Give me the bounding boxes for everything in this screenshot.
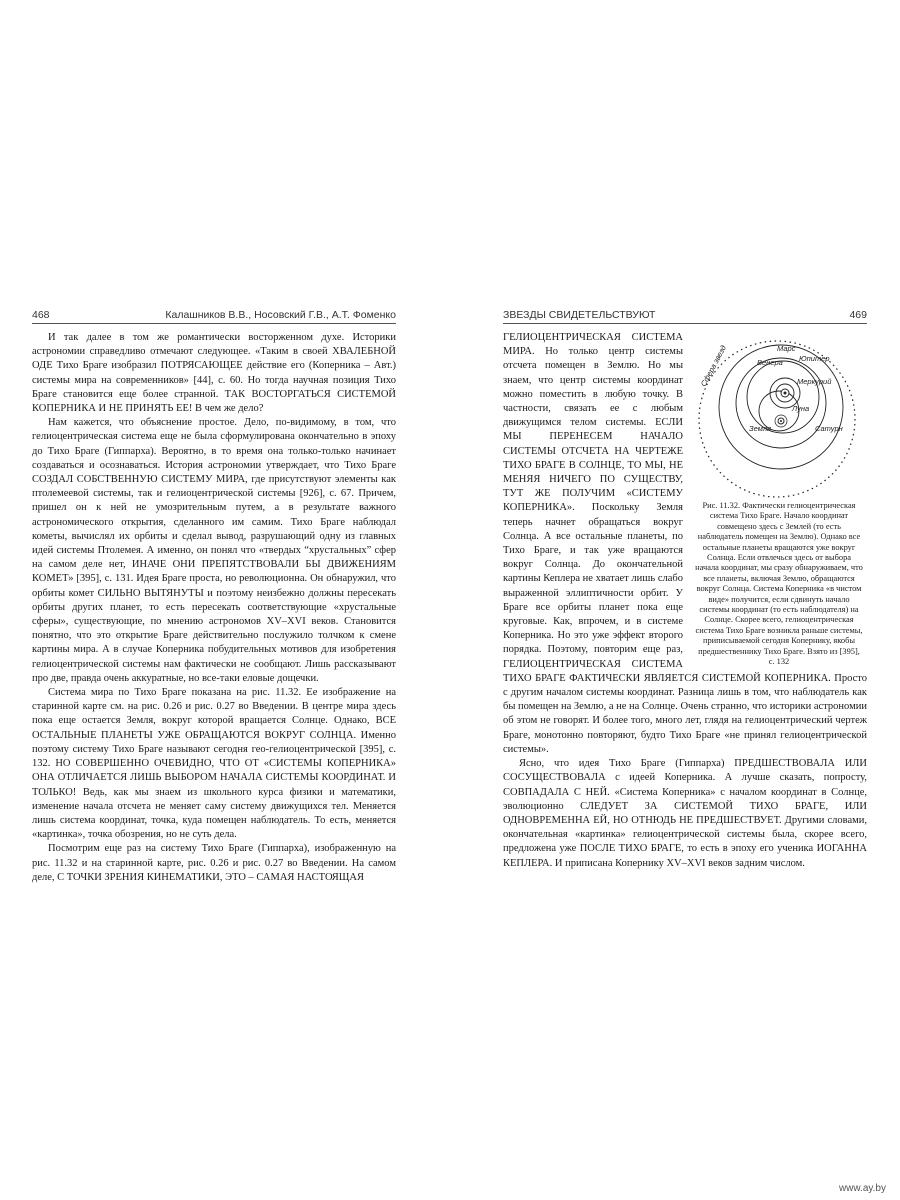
watermark: www.ay.by	[838, 1183, 886, 1194]
left-body-text	[32, 331, 396, 885]
left-paragraph-1: И так далее в том же романтически восторженном духе. Историки астрономии справедливо отмечают следующее. «Таким в своей ХВАЛЕБНОЙ ОДЕ Тихо Браге изобразил ПОТРЯСАЮЩЕЕ действие его (Коперника – Авт.) системы мира на современников» [44], с. 60. Но тогда научная позиция Тихо Браге становится еще более странной. ТАК ВОСТОРГАТЬСЯ СИСТЕМОЙ КОПЕРНИКА И НЕ ПРИНЯТЬ ЕЕ! В чем же дело?	[32, 332, 396, 415]
right-body-text	[503, 331, 867, 871]
jupiter-orbit	[736, 358, 826, 448]
mars-label: Марс	[777, 344, 796, 353]
jupiter-label: Юпитер	[799, 354, 830, 363]
earth-center-dot	[780, 420, 782, 422]
earth-label: Земля	[749, 424, 772, 433]
right-page-header	[503, 308, 867, 324]
left-page-header	[32, 308, 396, 324]
left-paragraph-3: Система мира по Тихо Браге показана на рис. 11.32. Ее изображение на старинной карте см. на рис. 0.26 и рис. 0.27 во Введении. В центре мира здесь пока еще остается Земля, вокруг которой вращается Солнце. Однако, ВСЕ ОСТАЛЬНЫЕ ПЛАНЕТЫ УЖЕ ОБРАЩАЮТСЯ ВОКРУГ СОЛНЦА. Именно поэтому систему Тихо Браге называют сегодня гео-гелиоцентрической [395], с. 132. НО СОВЕРШЕННО ОЧЕВИДНО, ЧТО ОТ «СИСТЕМЫ КОПЕРНИКА» ОНА ОТЛИЧАЕТСЯ ЛИШЬ ВЫБОРОМ НАЧАЛА СИСТЕМЫ КООРДИНАТ. И ТОЛЬКО! Ведь, как мы знаем из школьного курса физики и математики, изменение начала отсчета не меняет саму систему движущихся тел. Меняется лишь система координат, точка, куда помещен наблюдатель. То есть, меняется «картинка», точка обозрения, но не суть дела.	[32, 687, 396, 841]
stars-sphere-label: Сфера звезд	[698, 343, 729, 388]
sun-center-dot	[784, 392, 787, 395]
left-paragraph-4: Посмотрим еще раз на систему Тихо Браге (Гиппарха), изображенную на рис. 11.32 и на старинной карте, рис. 0.26 и рис. 0.27 во Введении. На самом деле, С ТОЧКИ ЗРЕНИЯ КИНЕМАТИКИ, ЭТО – САМАЯ НАСТОЯЩАЯ	[32, 843, 396, 883]
right-paragraph-1: ГЕЛИОЦЕНТРИЧЕСКАЯ СИСТЕМА МИРА. Но только центр системы отсчета помещен в Землю. Но мы знаем, что центр системы координат можно поместить в любую точку. В частности, связать ее с любым движущимся телом системы. ЕСЛИ МЫ ПЕРЕНЕСЕМ НАЧАЛО СИСТЕМЫ ОТСЧЕТА НА ЧЕРТЕЖЕ ТИХО БРАГЕ В СОЛНЦЕ, ТО МЫ, НЕ МЕНЯЯ НИЧЕГО ПО СУЩЕСТВУ, ТУТ ЖЕ ПОЛУЧИМ «СИСТЕМУ КОПЕРНИКА». Поскольку Земля теперь начнет обращаться вокруг Солнца. А все остальные планеты, по Тихо Браге, и так уже вращаются вокруг Солнца. До окончательной картины Кеплера не хватает лишь слабо выраженной эллиптичности орбит. У Браге все орбиты планет пока еще круговые. Как, впрочем, и в системе Коперника. Но это уже эффект второго порядка. Поэтому, повторим еще раз, ГЕЛИОЦЕНТРИЧЕСКАЯ СИСТЕМА ТИХО БРАГЕ ФАКТИЧЕСКИ ЯВЛЯЕТСЯ СИСТЕМОЙ КОПЕРНИКА. Просто с другим началом системы координат. Разница лишь в том, что наблюдатель как бы помещен на Землю, а не на Солнце. Очень странно, что историки астрономии об этом не говорят. И более того, много лет, глядя на гелиоцентрический чертеж Браге, монотонно повторяют, будто Тихо Браге «не принял гелиоцентрической системы».	[503, 332, 867, 755]
tycho-brahe-system-figure	[691, 331, 867, 668]
figure-caption: Рис. 11.32. Фактически гелиоцентрическая система Тихо Браге. Начало координат совмещено здесь с Землей (то есть наблюдатель помещен на Землю). Однако все остальные планеты вращаются уже вокруг Солнца. Если отвлечься здесь от выбора начала координат, мы сразу обнаруживаем, что все планеты, включая Землю, обращаются вокруг Солнца. Система Коперника «в чистом виде» получится, если сдвинуть начало системы координат (то есть наблюдателя) на Солнце. Скорее всего, гелиоцентрическая система Тихо Браге возникла раньше системы, приписываемой сегодня Копернику, якобы предшественнику Тихо Браге. Взято из [395], с. 132	[695, 501, 863, 667]
venus-label: Венера	[757, 358, 783, 367]
moon-label: Луна	[792, 404, 810, 413]
left-paragraph-2: Нам кажется, что объяснение простое. Дело, по-видимому, в том, что гелиоцентрическая система еще не была сформулирована окончательно в эпоху до Тихо Браге (Гиппарха). Вероятно, в то время она только-только начинает создаваться и осознаваться. История астрономии утверждает, что Тихо Браге СОЗДАЛ СОБСТВЕННУЮ СИСТЕМУ МИРА, где присутствуют элементы как птолемеевой системы, так и гелиоцентрической системы [926], с. 67. Причем, пришел он к ней не умозрительным путем, а в результате важного астрономического открытия, сделанного им самим. Тихо Браге наблюдал кометы, вычислял их орбиты и сделал вывод, разрушающий одну из главных идей системы Птолемея. А именно, он понял что «твердых “хрустальных” сфер на самом деле нет, ИНАЧЕ ОНИ ПРЕПЯТСТВОВАЛИ БЫ ДВИЖЕНИЯМ КОМЕТ» [395], с. 131. Идея Браге проста, но революционна. Он обнаружил, что орбиты комет СИЛЬНО ВЫТЯНУТЫ и поэтому неизбежно должны пересекать орбиты других планет, то есть пересекать соответствующие «хрустальные сферы», существующие, по мнению астрономов XV–XVI веков. Становится понятно, что это открытие Браге действительно послужило толчком к смене картины мира. А в случае Коперника побудительных мотивов для изобретения гелиоцентрической системы нам фактически не сообщают. Лишь рассказывают про две, правда очень аккуратные, но все-таки еловые дощечки.	[32, 417, 396, 684]
saturn-label: Сатурн	[815, 424, 843, 433]
left-page-number: 468	[32, 309, 50, 321]
left-page	[32, 308, 396, 885]
right-running-title: ЗВЕЗДЫ СВИДЕТЕЛЬСТВУЮТ	[503, 309, 656, 321]
tycho-brahe-diagram	[691, 331, 867, 499]
right-page	[503, 308, 867, 871]
left-running-title: Калашников В.В., Носовский Г.В., А.Т. Фоменко	[165, 309, 396, 321]
right-page-number: 469	[849, 309, 867, 321]
mercury-label: Меркурий	[797, 377, 832, 386]
right-paragraph-2: Ясно, что идея Тихо Браге (Гиппарха) ПРЕДШЕСТВОВАЛА ИЛИ СОСУЩЕСТВОВАЛА с идеей Коперника. А лучше сказать, попросту, СОВПАДАЛА С НЕЙ. «Система Коперника» с началом координат в Солнце, эволюционно СЛЕДУЕТ ЗА СИСТЕМОЙ ТИХО БРАГЕ, ИЛИ ОДНОВРЕМЕННА ЕЙ, НО ОТНЮДЬ НЕ ПРЕДШЕСТВУЕТ. Другими словами, окончательная «картинка» гелиоцентрической системы была, скорее всего, предложена уже ПОСЛЕ ТИХО БРАГЕ, то есть в эпоху его ученика ИОГАННА КЕПЛЕРА. И приписана Копернику XV–XVI веков задним числом.	[503, 758, 867, 869]
